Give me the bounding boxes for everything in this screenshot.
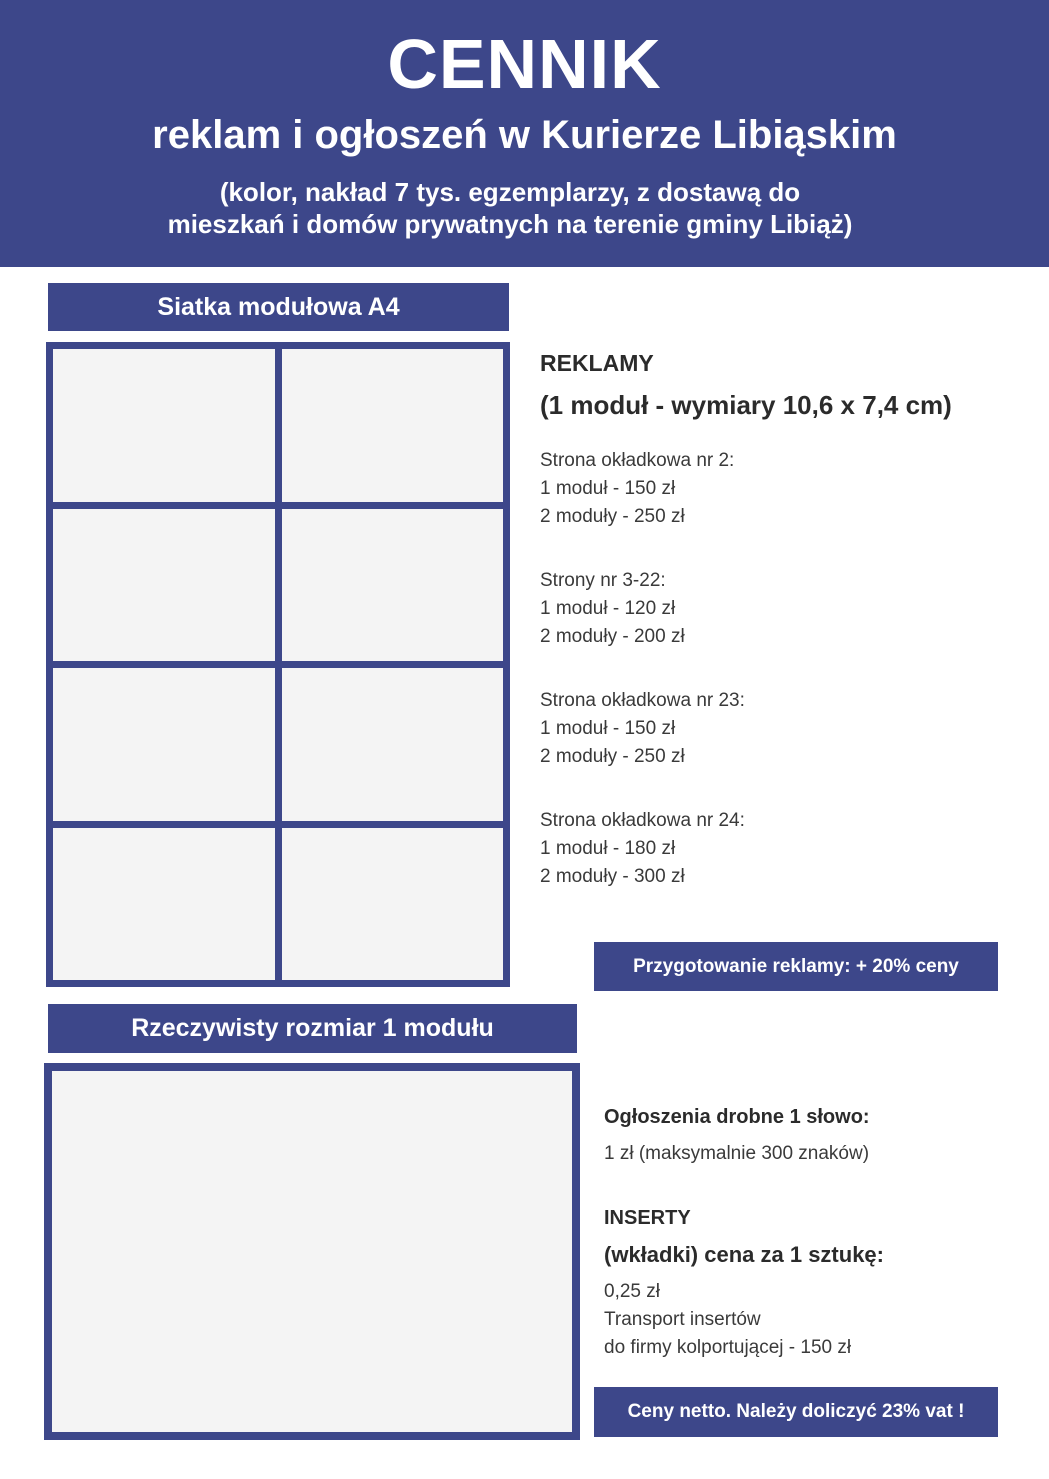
ad-price-one-module: 1 moduł - 180 zł bbox=[540, 838, 676, 859]
grid-cell bbox=[282, 349, 504, 502]
page-title: CENNIK bbox=[387, 25, 662, 103]
module-title: Rzeczywisty rozmiar 1 modułu bbox=[131, 1014, 494, 1042]
module-actual-size-box bbox=[44, 1063, 580, 1440]
grid-title-bar bbox=[48, 283, 509, 331]
footer-note-bar bbox=[594, 1387, 998, 1437]
ad-group bbox=[540, 687, 745, 771]
inserts-transport-line-1: Transport insertów bbox=[604, 1309, 761, 1330]
grid-cell bbox=[53, 509, 275, 662]
ad-price-one-module: 1 moduł - 120 zł bbox=[540, 598, 676, 619]
ad-group bbox=[540, 567, 685, 651]
ad-group bbox=[540, 807, 745, 891]
inserts-transport-line-2: do firmy kolportującej - 150 zł bbox=[604, 1337, 852, 1358]
ads-heading: REKLAMY bbox=[540, 350, 654, 376]
inserts-price: 0,25 zł bbox=[604, 1281, 660, 1302]
ad-price-one-module: 1 moduł - 150 zł bbox=[540, 718, 676, 739]
grid-cell bbox=[53, 828, 275, 981]
ad-group-title: Strona okładkowa nr 23: bbox=[540, 690, 745, 711]
ad-price-two-modules: 2 moduły - 300 zł bbox=[540, 866, 685, 887]
preparation-note-bar bbox=[594, 942, 998, 991]
grid-cell bbox=[53, 668, 275, 821]
ad-group-title: Strony nr 3-22: bbox=[540, 570, 666, 591]
grid-cell bbox=[53, 349, 275, 502]
ad-price-two-modules: 2 moduły - 250 zł bbox=[540, 746, 685, 767]
inserts-heading: INSERTY bbox=[604, 1207, 691, 1229]
module-title-bar bbox=[48, 1004, 577, 1053]
classifieds-price: 1 zł (maksymalnie 300 znaków) bbox=[604, 1143, 870, 1164]
classifieds-heading: Ogłoszenia drobne 1 słowo: bbox=[604, 1106, 870, 1128]
header-note-line-1: (kolor, nakład 7 tys. egzemplarzy, z dostawą do bbox=[219, 177, 801, 207]
footer-note: Ceny netto. Należy doliczyć 23% vat ! bbox=[627, 1401, 965, 1422]
page-subtitle: reklam i ogłoszeń w Kurierze Libiąskim bbox=[152, 113, 897, 157]
ad-price-two-modules: 2 moduły - 250 zł bbox=[540, 506, 685, 527]
ad-group bbox=[540, 447, 734, 531]
grid-cell bbox=[282, 668, 504, 821]
ad-price-one-module: 1 moduł - 150 zł bbox=[540, 478, 676, 499]
header-banner bbox=[0, 0, 1049, 267]
header-note-line-2: mieszkań i domów prywatnych na terenie gminy Libiąż) bbox=[167, 209, 853, 239]
inserts-details bbox=[604, 1278, 851, 1362]
grid-cell bbox=[282, 828, 504, 981]
ads-subheading: (1 moduł - wymiary 10,6 x 7,4 cm) bbox=[540, 390, 952, 420]
module-grid bbox=[46, 342, 510, 987]
header-note bbox=[100, 176, 920, 240]
grid-cell bbox=[282, 509, 504, 662]
ad-group-title: Strona okładkowa nr 24: bbox=[540, 810, 745, 831]
inserts-subheading: (wkładki) cena za 1 sztukę: bbox=[604, 1242, 884, 1267]
grid-title: Siatka modułowa A4 bbox=[157, 292, 400, 321]
ad-group-title: Strona okładkowa nr 2: bbox=[540, 450, 735, 471]
ad-price-two-modules: 2 moduły - 200 zł bbox=[540, 626, 685, 647]
preparation-note: Przygotowanie reklamy: + 20% ceny bbox=[633, 955, 959, 977]
